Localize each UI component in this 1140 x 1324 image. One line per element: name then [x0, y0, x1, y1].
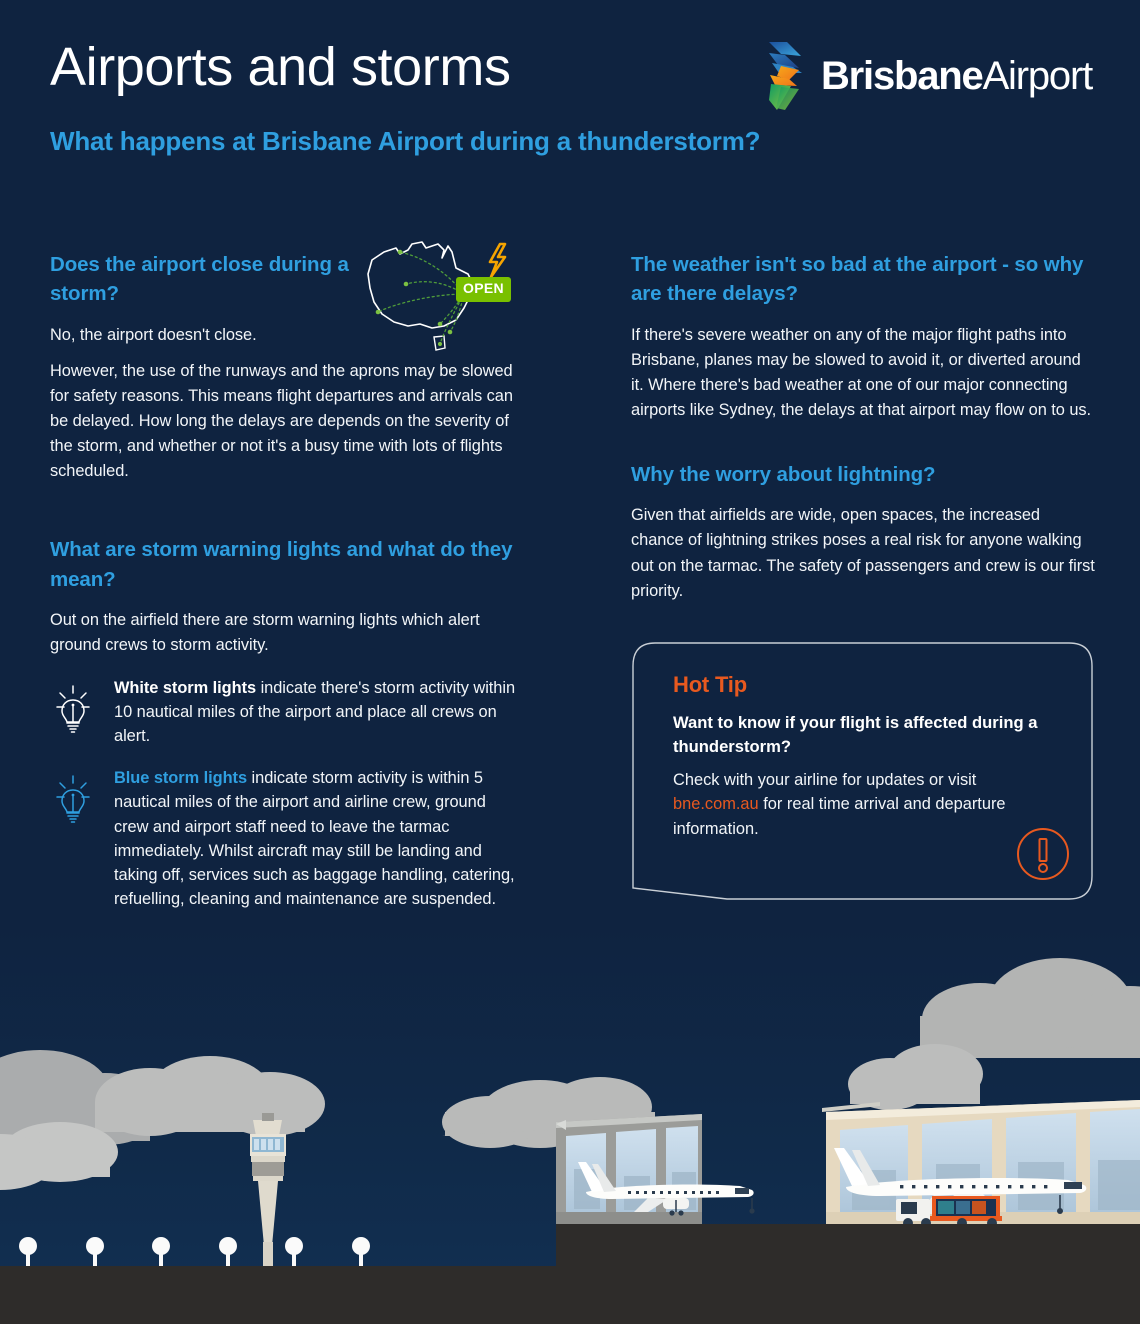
right-column: [631, 250, 1096, 604]
bullet-white-text: [114, 676, 520, 748]
white-lightbulb-icon: [50, 676, 96, 741]
bullet-white-label: White storm lights: [114, 679, 257, 697]
brisbane-airport-logo: [765, 40, 1092, 112]
logo-wordmark: [821, 54, 1092, 99]
brisbane-airport-chevron-logo-icon: [765, 40, 807, 112]
hot-tip-body-before: Check with your airline for updates or visit: [673, 770, 977, 789]
heading-airport-close: Does the airport close during a storm?: [50, 253, 349, 306]
left-column: [50, 250, 520, 911]
open-badge-label: OPEN: [463, 280, 504, 296]
paragraph-airport-close-1: No, the airport doesn't close.: [50, 325, 257, 344]
hot-tip-content: [673, 672, 1063, 842]
hot-tip-body-after: for real time arrival and departure information.: [673, 795, 1006, 838]
heading-storm-warning-lights: What are storm warning lights and what do they mean?: [50, 538, 513, 591]
bullet-white-body: indicate there's storm activity within 10 nautical miles of the airport and place all crews on alert.: [114, 679, 516, 746]
airport-night-scene-illustration: [0, 924, 1140, 1324]
hot-tip-url-link[interactable]: bne.com.au: [673, 795, 759, 814]
spacer: [50, 495, 520, 535]
page-subtitle: What happens at Brisbane Airport during a thunderstorm?: [50, 126, 761, 156]
hot-tip-question: Want to know if your flight is affected during a thunderstorm?: [673, 713, 1038, 757]
logo-text-brisbane: Brisbane: [821, 53, 983, 98]
hot-tip-body: [673, 768, 1063, 842]
hot-tip-title: Hot Tip: [673, 672, 747, 697]
heading-weather-delays: The weather isn't so bad at the airport - so why are there delays?: [631, 253, 1084, 306]
bullet-blue-storm-lights: [50, 766, 520, 911]
blue-lightbulb-icon: [50, 766, 96, 831]
paragraph-weather-delays: If there's severe weather on any of the major flight paths into Brisbane, planes may be slowed to avoid it, or diverted around it. Where there's bad weather at one of our major connecting airports like Sydney, the delays at that airport may flow on to us.: [631, 325, 1092, 419]
bullet-blue-label: Blue storm lights: [114, 769, 248, 788]
logo-text-airport: Airport: [982, 53, 1092, 98]
bullet-blue-body: indicate storm activity is within 5 nautical miles of the airport and airline crew, ground crew and airport staff need to leave the tarmac immediately. Whilst aircraft may still be landing and taking off, services such as baggage handling, catering, refuelling, cleaning and maintenance are suspended.: [114, 769, 515, 908]
bullet-white-storm-lights: [50, 676, 520, 748]
heading-lightning-worry: Why the worry about lightning?: [631, 463, 936, 486]
paragraph-storm-warning-intro: Out on the airfield there are storm warning lights which alert ground crews to storm activity.: [50, 610, 480, 654]
page-title: Airports and storms: [50, 37, 511, 97]
paragraph-airport-close-2: However, the use of the runways and the aprons may be slowed for safety reasons. This means flight departures and arrivals can be delayed. How long the delays are depends on the severity of the storm, and whether or not it's a busy time with lots of flights scheduled.: [50, 361, 513, 481]
spacer: [631, 434, 1096, 460]
bullet-blue-text: [114, 766, 520, 911]
exclamation-circle-icon: [1015, 826, 1071, 882]
hot-tip-box: [631, 642, 1093, 900]
paragraph-lightning-worry: Given that airfields are wide, open spaces, the increased chance of lightning strikes poses a real risk for anyone walking out on the tarmac. The safety of passengers and crew is our first priority.: [631, 506, 1095, 600]
header: [0, 0, 1140, 210]
